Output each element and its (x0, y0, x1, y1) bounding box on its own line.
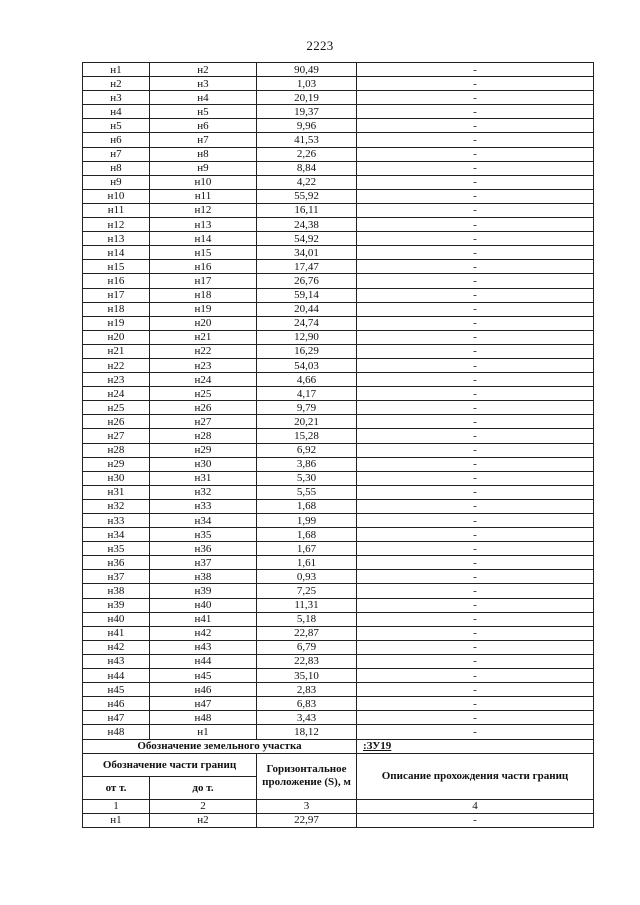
from-point-cell: н7 (83, 147, 150, 161)
description-cell: - (357, 471, 594, 485)
to-point-cell: н23 (150, 358, 257, 372)
from-point-cell: н5 (83, 119, 150, 133)
length-cell: 5,30 (257, 471, 357, 485)
length-cell: 15,28 (257, 429, 357, 443)
from-point-cell: н31 (83, 485, 150, 499)
description-cell: - (357, 528, 594, 542)
from-point-cell: н12 (83, 218, 150, 232)
length-cell: 12,90 (257, 330, 357, 344)
description-cell: - (357, 485, 594, 499)
from-point-cell: н2 (83, 77, 150, 91)
description-cell: - (357, 288, 594, 302)
from-point-cell: н18 (83, 302, 150, 316)
to-point-cell: н31 (150, 471, 257, 485)
from-point-cell: н35 (83, 542, 150, 556)
description-cell: - (357, 640, 594, 654)
from-point-cell: н24 (83, 387, 150, 401)
description-cell: - (357, 373, 594, 387)
description-cell: - (357, 443, 594, 457)
length-cell: 11,31 (257, 598, 357, 612)
description-cell: - (357, 556, 594, 570)
table-row (83, 669, 594, 683)
table-row (83, 373, 594, 387)
to-point-cell: н27 (150, 415, 257, 429)
length-cell: 4,17 (257, 387, 357, 401)
description-cell: - (357, 415, 594, 429)
table-row (83, 77, 594, 91)
col-number: 4 (357, 799, 594, 813)
length-cell: 59,14 (257, 288, 357, 302)
description-cell: - (357, 119, 594, 133)
parcel-label: Обозначение земельного участка (83, 739, 357, 753)
to-point-cell: н22 (150, 344, 257, 358)
table-row (83, 612, 594, 626)
to-point-cell: н3 (150, 77, 257, 91)
description-cell: - (357, 63, 594, 77)
length-cell: 24,38 (257, 218, 357, 232)
description-cell: - (357, 316, 594, 330)
to-point-cell: н36 (150, 542, 257, 556)
table-row (83, 246, 594, 260)
length-cell: 1,68 (257, 499, 357, 513)
table-row (83, 514, 594, 528)
col-number: 3 (257, 799, 357, 813)
to-point-cell: н15 (150, 246, 257, 260)
from-point-cell: н16 (83, 274, 150, 288)
length-cell: 41,53 (257, 133, 357, 147)
to-point-cell: н45 (150, 669, 257, 683)
length-cell: 3,86 (257, 457, 357, 471)
length-cell: 7,25 (257, 584, 357, 598)
from-point-cell: н40 (83, 612, 150, 626)
column-number-row (83, 799, 594, 813)
from-point-cell: н19 (83, 316, 150, 330)
to-point-cell: н28 (150, 429, 257, 443)
length-cell: 1,03 (257, 77, 357, 91)
to-point-cell: н6 (150, 119, 257, 133)
from-point-cell: н42 (83, 640, 150, 654)
to-point-cell: н41 (150, 612, 257, 626)
parcel-header (83, 739, 594, 813)
table-row (83, 429, 594, 443)
length-cell: 35,10 (257, 669, 357, 683)
table-row (83, 401, 594, 415)
description-cell: - (357, 232, 594, 246)
length-cell: 5,18 (257, 612, 357, 626)
description-cell: - (357, 813, 594, 827)
description-cell: - (357, 499, 594, 513)
description-cell: - (357, 203, 594, 217)
to-point-cell: н2 (150, 63, 257, 77)
length-cell: 55,92 (257, 189, 357, 203)
to-point-cell: н39 (150, 584, 257, 598)
table-row (83, 63, 594, 77)
table-row (83, 528, 594, 542)
table-row (83, 570, 594, 584)
table-row (83, 640, 594, 654)
description-cell: - (357, 260, 594, 274)
to-point-cell: н33 (150, 499, 257, 513)
table-row (83, 161, 594, 175)
length-cell: 34,01 (257, 246, 357, 260)
table-row (83, 147, 594, 161)
description-cell: - (357, 612, 594, 626)
description-cell: - (357, 626, 594, 640)
to-point-cell: н16 (150, 260, 257, 274)
from-point-cell: н23 (83, 373, 150, 387)
boundary-table (82, 62, 594, 828)
from-point-cell: н33 (83, 514, 150, 528)
length-cell: 9,79 (257, 401, 357, 415)
description-cell: - (357, 91, 594, 105)
from-point-cell: н30 (83, 471, 150, 485)
to-point-cell: н19 (150, 302, 257, 316)
from-point-cell: н41 (83, 626, 150, 640)
to-point-cell: н44 (150, 654, 257, 668)
from-point-cell: н28 (83, 443, 150, 457)
table-row (83, 218, 594, 232)
description-cell: - (357, 358, 594, 372)
from-point-cell: н1 (83, 63, 150, 77)
from-point-cell: н10 (83, 189, 150, 203)
description-cell: - (357, 218, 594, 232)
length-cell: 54,92 (257, 232, 357, 246)
description-cell: - (357, 274, 594, 288)
length-cell: 4,66 (257, 373, 357, 387)
length-cell: 8,84 (257, 161, 357, 175)
from-point-cell: н32 (83, 499, 150, 513)
table-row (83, 91, 594, 105)
from-point-cell: н47 (83, 711, 150, 725)
length-cell: 90,49 (257, 63, 357, 77)
table-row (83, 683, 594, 697)
table-row (83, 344, 594, 358)
to-point-cell: н48 (150, 711, 257, 725)
description-cell: - (357, 161, 594, 175)
length-cell: 22,83 (257, 654, 357, 668)
table-row (83, 711, 594, 725)
from-point-cell: н3 (83, 91, 150, 105)
from-point-cell: н48 (83, 725, 150, 739)
length-cell: 22,87 (257, 626, 357, 640)
to-point-cell: н11 (150, 189, 257, 203)
to-point-cell: н9 (150, 161, 257, 175)
to-point-cell: н24 (150, 373, 257, 387)
description-cell: - (357, 711, 594, 725)
to-point-cell: н47 (150, 697, 257, 711)
to-point-cell: н34 (150, 514, 257, 528)
from-point-cell: н45 (83, 683, 150, 697)
from-point-cell: н34 (83, 528, 150, 542)
to-point-cell: н10 (150, 175, 257, 189)
description-cell: - (357, 683, 594, 697)
table-row (83, 105, 594, 119)
table-row (83, 556, 594, 570)
length-cell: 3,43 (257, 711, 357, 725)
from-point-cell: н25 (83, 401, 150, 415)
description-cell: - (357, 344, 594, 358)
from-point-cell: н38 (83, 584, 150, 598)
from-point-cell: н13 (83, 232, 150, 246)
length-cell: 2,83 (257, 683, 357, 697)
from-point-cell: н26 (83, 415, 150, 429)
length-cell: 20,19 (257, 91, 357, 105)
table-row (83, 358, 594, 372)
table-row (83, 302, 594, 316)
table-row (83, 119, 594, 133)
description-cell: - (357, 105, 594, 119)
length-cell: 5,55 (257, 485, 357, 499)
length-cell: 18,12 (257, 725, 357, 739)
length-cell: 0,93 (257, 570, 357, 584)
table-row (83, 288, 594, 302)
table-row (83, 316, 594, 330)
table-row (83, 274, 594, 288)
length-cell: 16,11 (257, 203, 357, 217)
to-point-cell: н42 (150, 626, 257, 640)
description-cell: - (357, 598, 594, 612)
length-cell: 16,29 (257, 344, 357, 358)
to-point-cell: н1 (150, 725, 257, 739)
from-point-cell: н22 (83, 358, 150, 372)
to-point-cell: н29 (150, 443, 257, 457)
table-row (83, 598, 594, 612)
table-row (83, 175, 594, 189)
description-cell: - (357, 189, 594, 203)
to-point-cell: н14 (150, 232, 257, 246)
to-point-cell: н38 (150, 570, 257, 584)
description-cell: - (357, 654, 594, 668)
length-cell: 20,44 (257, 302, 357, 316)
to-point-cell: н25 (150, 387, 257, 401)
length-cell: 24,74 (257, 316, 357, 330)
to-point-cell: н2 (150, 813, 257, 827)
parcel-row (83, 739, 594, 753)
segments2-body (83, 813, 594, 827)
table-row (83, 542, 594, 556)
table-row (83, 457, 594, 471)
length-cell: 6,83 (257, 697, 357, 711)
length-cell: 19,37 (257, 105, 357, 119)
description-cell: - (357, 302, 594, 316)
from-point-cell: н29 (83, 457, 150, 471)
description-cell: - (357, 514, 594, 528)
from-point-cell: н11 (83, 203, 150, 217)
description-cell: - (357, 697, 594, 711)
description-cell: - (357, 175, 594, 189)
length-cell: 1,67 (257, 542, 357, 556)
table-row (83, 232, 594, 246)
length-cell: 17,47 (257, 260, 357, 274)
to-point-cell: н7 (150, 133, 257, 147)
to-point-cell: н17 (150, 274, 257, 288)
description-cell: - (357, 725, 594, 739)
to-point-cell: н18 (150, 288, 257, 302)
table-row (83, 725, 594, 739)
desc-label: Описание прохождения части границ (357, 753, 594, 799)
table-row (83, 443, 594, 457)
table-row (83, 499, 594, 513)
to-point-cell: н40 (150, 598, 257, 612)
from-point-cell: н14 (83, 246, 150, 260)
from-point-cell: н1 (83, 813, 150, 827)
from-point-cell: н36 (83, 556, 150, 570)
to-point-cell: н32 (150, 485, 257, 499)
from-point-cell: н46 (83, 697, 150, 711)
from-point-cell: н39 (83, 598, 150, 612)
length-cell: 1,99 (257, 514, 357, 528)
to-point-cell: н8 (150, 147, 257, 161)
from-point-cell: н4 (83, 105, 150, 119)
table-row (83, 203, 594, 217)
description-cell: - (357, 77, 594, 91)
to-point-cell: н13 (150, 218, 257, 232)
from-point-cell: н21 (83, 344, 150, 358)
table-row (83, 133, 594, 147)
description-cell: - (357, 246, 594, 260)
from-point-cell: н15 (83, 260, 150, 274)
table-row (83, 654, 594, 668)
from-point-cell: н17 (83, 288, 150, 302)
table-row (83, 584, 594, 598)
table-row (83, 189, 594, 203)
parcel-value: :ЗУ19 (357, 739, 594, 753)
from-point-cell: н6 (83, 133, 150, 147)
description-cell: - (357, 147, 594, 161)
table-row (83, 626, 594, 640)
description-cell: - (357, 570, 594, 584)
description-cell: - (357, 133, 594, 147)
table-row (83, 697, 594, 711)
col-number: 1 (83, 799, 150, 813)
col-number: 2 (150, 799, 257, 813)
table-row (83, 330, 594, 344)
description-cell: - (357, 429, 594, 443)
to-point-cell: н26 (150, 401, 257, 415)
length-cell: 26,76 (257, 274, 357, 288)
length-cell: 1,61 (257, 556, 357, 570)
table-row (83, 485, 594, 499)
description-cell: - (357, 401, 594, 415)
from-point-cell: н8 (83, 161, 150, 175)
to-point-cell: н35 (150, 528, 257, 542)
to-point-cell: н30 (150, 457, 257, 471)
length-cell: 20,21 (257, 415, 357, 429)
to-point-cell: н43 (150, 640, 257, 654)
table-row (83, 813, 594, 827)
to-point-cell: н5 (150, 105, 257, 119)
description-cell: - (357, 330, 594, 344)
description-cell: - (357, 542, 594, 556)
length-cell: 22,97 (257, 813, 357, 827)
description-cell: - (357, 669, 594, 683)
page-number: 2223 (306, 38, 334, 53)
table-row (83, 387, 594, 401)
length-label: Горизонтальное проложение (S), м (257, 753, 357, 799)
length-cell: 54,03 (257, 358, 357, 372)
segments-body (83, 63, 594, 740)
from-point-cell: н37 (83, 570, 150, 584)
to-point-cell: н12 (150, 203, 257, 217)
length-cell: 9,96 (257, 119, 357, 133)
description-cell: - (357, 584, 594, 598)
length-cell: 4,22 (257, 175, 357, 189)
table-row (83, 471, 594, 485)
to-label: до т. (150, 776, 257, 799)
to-point-cell: н37 (150, 556, 257, 570)
length-cell: 1,68 (257, 528, 357, 542)
from-point-cell: н43 (83, 654, 150, 668)
length-cell: 6,92 (257, 443, 357, 457)
from-point-cell: н27 (83, 429, 150, 443)
table-row (83, 260, 594, 274)
part-label: Обозначение части границ (83, 753, 257, 776)
to-point-cell: н46 (150, 683, 257, 697)
from-point-cell: н20 (83, 330, 150, 344)
length-cell: 2,26 (257, 147, 357, 161)
to-point-cell: н21 (150, 330, 257, 344)
from-point-cell: н44 (83, 669, 150, 683)
description-cell: - (357, 457, 594, 471)
to-point-cell: н20 (150, 316, 257, 330)
from-point-cell: н9 (83, 175, 150, 189)
column-header-row (83, 753, 594, 776)
table-row (83, 415, 594, 429)
to-point-cell: н4 (150, 91, 257, 105)
length-cell: 6,79 (257, 640, 357, 654)
from-label: от т. (83, 776, 150, 799)
description-cell: - (357, 387, 594, 401)
